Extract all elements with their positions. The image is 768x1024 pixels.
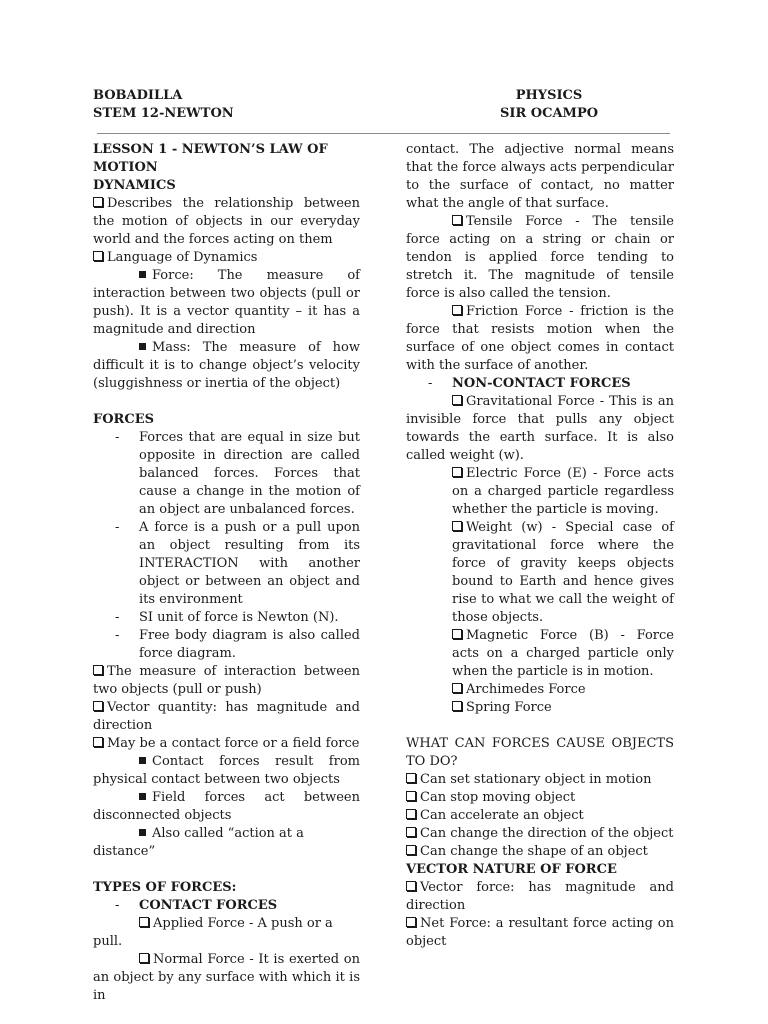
checkbox-bullet-icon — [93, 737, 103, 747]
dash-item: - Forces that are equal in size but opposite in direction are called balanced forces. Forces that cause a change in the motion of an object are unbalanced forces. — [115, 430, 360, 517]
bullet-item: Describes the relationship between the motion of objects in our everyday world and the forces acting on them — [93, 196, 360, 247]
checkbox-bullet-icon — [452, 683, 462, 693]
student-name: BOBADILLA — [93, 88, 183, 103]
square-bullet-icon — [139, 757, 146, 764]
action-at-distance-note: Also called “action at a distance” — [93, 826, 304, 859]
checkbox-bullet-icon — [93, 251, 103, 261]
vector-nature-heading: VECTOR NATURE OF FORCE — [406, 862, 617, 877]
gravitational-force-item: Gravitational Force - This is an invisible force that pulls any object towards the earth surface. It is also called weight (w). — [406, 394, 674, 463]
checkbox-bullet-icon — [452, 629, 462, 639]
square-bullet-icon — [139, 271, 146, 278]
checkbox-bullet-icon — [93, 197, 103, 207]
right-column — [406, 141, 674, 951]
checkbox-bullet-icon — [406, 917, 416, 927]
dash-item: - A force is a push or a pull upon an object resulting from its INTERACTION with another object or between an object and its environment — [115, 520, 360, 607]
types-heading: TYPES OF FORCES: — [93, 880, 237, 895]
subject-name: PHYSICS — [515, 88, 583, 103]
force-definition: Force: The measure of interaction between two objects (pull or push). It is a vector quantity – it has a magnitude and direction — [93, 268, 360, 337]
vector-force-item: Vector force: has magnitude and direction — [406, 880, 674, 913]
net-force-item: Net Force: a resultant force acting on object — [406, 916, 674, 949]
field-forces-note: Field forces act between disconnected objects — [93, 790, 360, 823]
bullet-item: May be a contact force or a field force — [93, 735, 360, 753]
tensile-force-item: Tensile Force - The tensile force acting on a string or chain or tendon is applied force tending to stretch it. The magnitude of tensile force is also called the tension. — [406, 214, 674, 301]
cause-item: Can change the shape of an object — [406, 843, 674, 861]
square-bullet-icon — [139, 829, 146, 836]
normal-force-continued: contact. The adjective normal means that the force always acts perpendicular to the surface of contact, no matter what the angle of that surface. — [406, 142, 674, 211]
cause-item: Can accelerate an object — [406, 807, 674, 825]
checkbox-bullet-icon — [452, 467, 462, 477]
contact-forces-note: Contact forces result from physical contact between two objects — [93, 754, 360, 787]
square-bullet-icon — [139, 343, 146, 350]
cause-item: Can stop moving object — [406, 789, 674, 807]
header-divider — [97, 133, 670, 134]
dynamics-heading: DYNAMICS — [93, 178, 176, 193]
square-bullet-icon — [139, 793, 146, 800]
spring-force-item: Spring Force — [406, 699, 674, 717]
bullet-item: The measure of interaction between two objects (pull or push) — [93, 664, 360, 697]
teacher-name: SIR OCAMPO — [500, 106, 599, 121]
what-can-forces-heading: WHAT CAN FORCES CAUSE OBJECTS TO DO? — [406, 736, 674, 769]
checkbox-bullet-icon — [452, 701, 462, 711]
checkbox-bullet-icon — [139, 953, 149, 963]
contact-forces-heading: - CONTACT FORCES — [115, 898, 278, 913]
dash-item: - SI unit of force is Newton (N). — [115, 610, 339, 625]
checkbox-bullet-icon — [452, 305, 462, 315]
cause-item: Can set stationary object in motion — [406, 771, 674, 789]
bullet-item: Language of Dynamics — [93, 249, 360, 267]
mass-definition: Mass: The measure of how difficult it is to change object’s velocity (sluggishness or inertia of the object) — [93, 340, 360, 391]
forces-heading: FORCES — [93, 412, 155, 427]
checkbox-bullet-icon — [452, 521, 462, 531]
lesson-title: LESSON 1 - NEWTON’S LAW OF MOTION — [93, 142, 328, 175]
normal-force-item: Normal Force - It is exerted on an object by any surface with which it is in — [93, 952, 360, 1003]
section-name: STEM 12-NEWTON — [93, 106, 234, 121]
checkbox-bullet-icon — [406, 791, 416, 801]
header-left — [93, 87, 234, 123]
checkbox-bullet-icon — [406, 773, 416, 783]
bullet-item: Vector quantity: has magnitude and direction — [93, 700, 360, 733]
archimedes-force-item: Archimedes Force — [406, 681, 674, 699]
checkbox-bullet-icon — [93, 701, 103, 711]
weight-item: Weight (w) - Special case of gravitational force where the force of gravity keeps objects bound to Earth and hence gives rise to what we call the weight of those objects. — [452, 520, 674, 625]
left-column — [93, 141, 360, 1005]
friction-force-item: Friction Force - friction is the force that resists motion when the surface of one object comes in contact with the surface of another. — [406, 304, 674, 373]
checkbox-bullet-icon — [139, 917, 149, 927]
applied-force-item: Applied Force - A push or a pull. — [93, 916, 333, 949]
electric-force-item: Electric Force (E) - Force acts on a charged particle regardless whether the particle is moving. — [452, 466, 674, 517]
checkbox-bullet-icon — [93, 665, 103, 675]
checkbox-bullet-icon — [452, 215, 462, 225]
checkbox-bullet-icon — [452, 395, 462, 405]
dash-item: - Free body diagram is also called force diagram. — [115, 628, 360, 661]
checkbox-bullet-icon — [406, 881, 416, 891]
checkbox-bullet-icon — [406, 809, 416, 819]
cause-item: Can change the direction of the object — [406, 825, 674, 843]
checkbox-bullet-icon — [406, 827, 416, 837]
non-contact-forces-heading: - NON-CONTACT FORCES — [428, 376, 631, 391]
header-right — [500, 87, 598, 123]
checkbox-bullet-icon — [406, 845, 416, 855]
magnetic-force-item: Magnetic Force (B) - Force acts on a charged particle only when the particle is in motion. — [452, 628, 674, 679]
